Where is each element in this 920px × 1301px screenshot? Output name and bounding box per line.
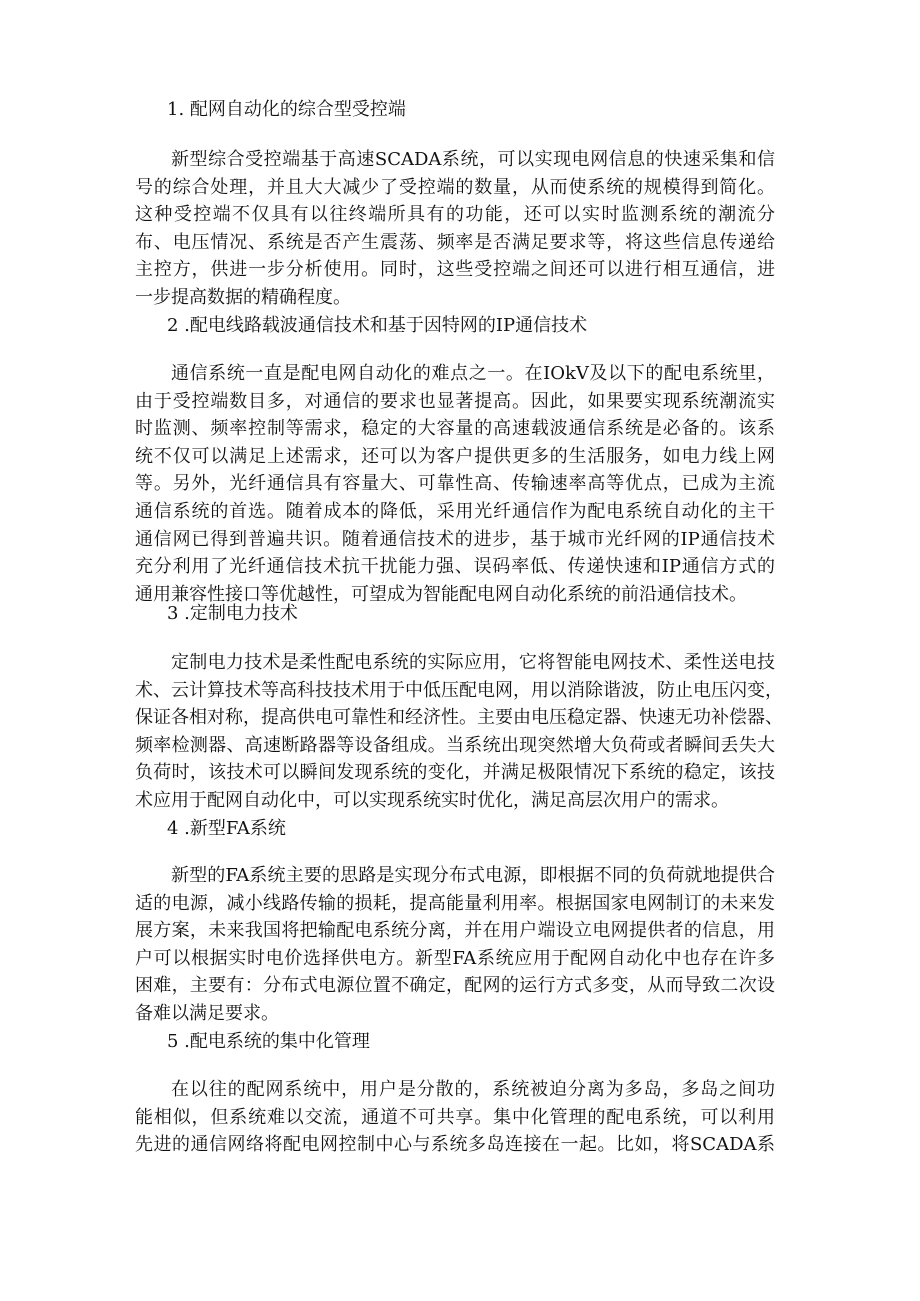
section-1-line: 新型综合受控端基于高速SCADA系统，可以实现电网信息的快速采集和信: [171, 149, 775, 170]
section-4-line: 展方案，未来我国将把输配电系统分离，并在用户端设立电网提供者的信息，用: [135, 920, 775, 942]
section-2-line: 统不仅可以满足上述需求，还可以为客户提供更多的生活服务，如电力线上网: [135, 445, 775, 467]
section-4-line: 适的电源，减小线路传输的损耗，提高能量利用率。根据国家电网制订的未来发: [135, 892, 775, 914]
section-3-line: 保证各相对称，提高供电可靠性和经济性。主要由电压稳定器、快速无功补偿器、: [135, 707, 783, 729]
section-3-line: 频率检测器、高速断路器等设备组成。当系统出现突然增大负荷或者瞬间丢失大: [135, 734, 775, 756]
section-3-paragraph: [135, 649, 783, 815]
section-2-heading: 2 .配电线路载波通信技术和基于因特网的IP通信技术: [167, 315, 588, 336]
section-3-line: 定制电力技术是柔性配电系统的实际应用，它将智能电网技术、柔性送电技: [171, 652, 775, 673]
section-5-paragraph: [135, 1076, 775, 1159]
section-2-line: 通用兼容性接口等优越性，可望成为智能配电网自动化系统的前沿通信技术。: [135, 583, 747, 605]
section-2-line: 通信网已得到普遍共识。随着通信技术的进步，基于城市光纤网的IP通信技术: [135, 528, 775, 550]
section-3-line: 术、云计算技术等高科技技术用于中低压配电网，用以消除谐波，防止电压闪变，: [135, 679, 783, 701]
section-1-paragraph: [135, 146, 775, 312]
section-3-line: 术应用于配网自动化中，可以实现系统实时优化，满足高层次用户的需求。: [135, 789, 729, 811]
section-2-line: 等。另外，光纤通信具有容量大、可靠性高、传输速率高等优点，已成为主流: [135, 473, 775, 495]
section-1-line: 一步提高数据的精确程度。: [135, 286, 351, 308]
section-3-line: 负荷时，该技术可以瞬间发现系统的变化，并满足极限情况下系统的稳定，该技: [135, 762, 775, 784]
section-4-line: 新型的FA系统主要的思路是实现分布式电源，即根据不同的负荷就地提供合: [171, 865, 775, 886]
section-2-line: 时监测、频率控制等需求，稳定的大容量的高速载波通信系统是必备的。该系: [135, 418, 775, 440]
section-2-paragraph: [135, 360, 775, 608]
section-4-line: 困难，主要有：分布式电源位置不确定，配网的运行方式多变，从而导致二次设: [135, 975, 775, 997]
section-5-line: 能相似，但系统难以交流，通道不可共享。集中化管理的配电系统，可以利用: [135, 1106, 775, 1128]
section-2-line: 由于受控端数目多，对通信的要求也显著提高。因此，如果要实现系统潮流实: [135, 390, 775, 412]
section-1-heading: 1. 配网自动化的综合型受控端: [167, 99, 406, 120]
section-3-heading: 3 .定制电力技术: [167, 603, 298, 624]
section-1-line: 号的综合处理，并且大大减少了受控端的数量，从而使系统的规模得到简化。: [135, 176, 775, 198]
section-1-line: 布、电压情况、系统是否产生震荡、频率是否满足要求等，将这些信息传递给: [135, 231, 775, 253]
section-4-heading: 4 .新型FA系统: [167, 818, 286, 839]
section-5-line: 先进的通信网络将配电网控制中心与系统多岛连接在一起。比如，将SCADA系: [135, 1134, 775, 1156]
section-2-line: 通信系统一直是配电网自动化的难点之一。在IOkV及以下的配电系统里，: [171, 363, 775, 384]
section-5-line: 在以往的配网系统中，用户是分散的，系统被迫分离为多岛，多岛之间功: [171, 1079, 775, 1100]
section-5-heading: 5 .配电系统的集中化管理: [167, 1031, 370, 1052]
section-4-line: 户可以根据实时电价选择供电方。新型FA系统应用于配网自动化中也存在许多: [135, 947, 775, 969]
section-1-line: 这种受控端不仅具有以往终端所具有的功能，还可以实时监测系统的潮流分: [135, 204, 775, 226]
section-1-line: 主控方，供进一步分析使用。同时，这些受控端之间还可以进行相互通信，进: [135, 259, 775, 281]
section-4-paragraph: [135, 862, 775, 1028]
section-2-line: 通信系统的首选。随着成本的降低，采用光纤通信作为配电系统自动化的主干: [135, 500, 775, 522]
section-4-line: 备难以满足要求。: [135, 1002, 279, 1024]
section-2-line: 充分利用了光纤通信技术抗干扰能力强、误码率低、传递快速和IP通信方式的: [135, 556, 775, 578]
